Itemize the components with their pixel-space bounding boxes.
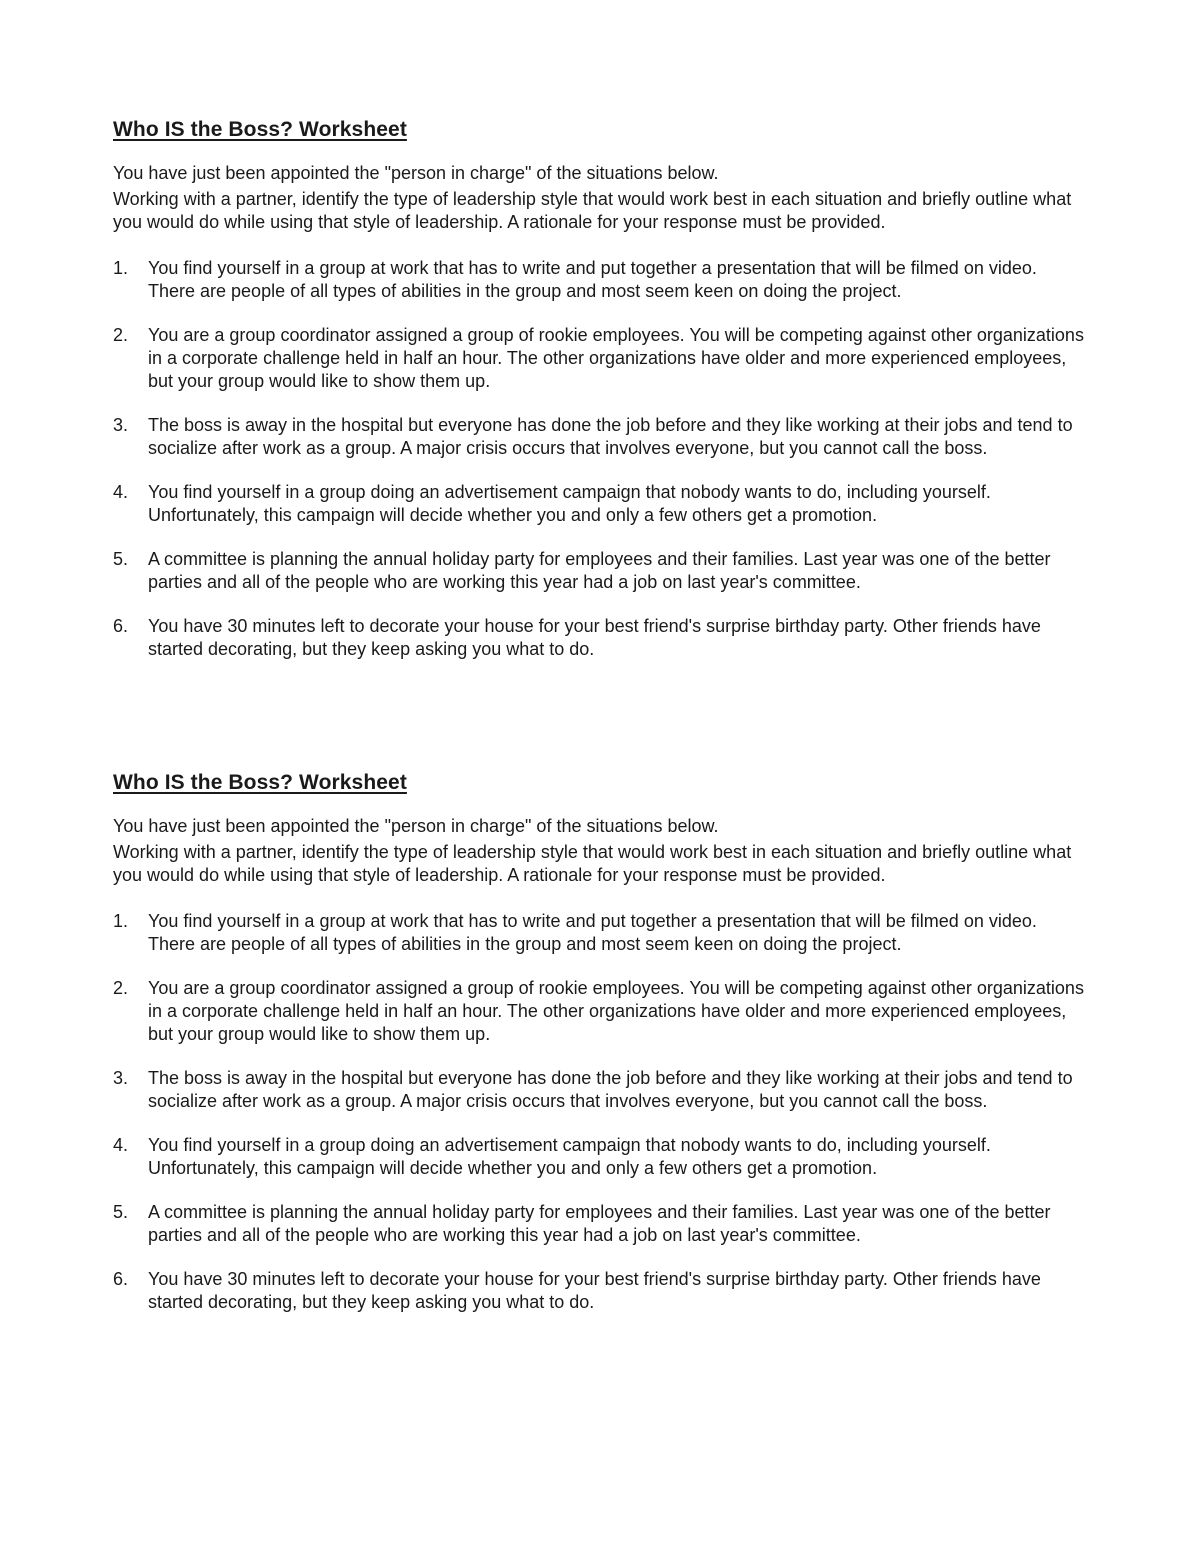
item-number: 1. xyxy=(113,258,129,278)
list-item xyxy=(113,257,1088,303)
item-number: 3. xyxy=(113,415,129,435)
item-number: 4. xyxy=(113,1135,129,1155)
list-item xyxy=(113,615,1088,661)
list-item xyxy=(113,977,1088,1046)
intro-line: You have just been appointed the "person in charge" of the situations below. xyxy=(113,816,719,836)
item-number: 2. xyxy=(113,978,129,998)
list-item xyxy=(113,324,1088,393)
item-text: The boss is away in the hospital but everyone has done the job before and they like working at their jobs and tend to socialize after work as a group. A major crisis occurs that involves everyone, but you cannot call the boss. xyxy=(148,415,1073,458)
item-text: You are a group coordinator assigned a group of rookie employees. You will be competing against other organizations in a corporate challenge held in half an hour. The other organizations have older and more experienced employees, but your group would like to show them up. xyxy=(148,978,1084,1044)
item-number: 4. xyxy=(113,482,129,502)
item-text: You have 30 minutes left to decorate your house for your best friend's surprise birthday party. Other friends have started decorating, but they keep asking you what to do. xyxy=(148,1269,1041,1312)
list-item xyxy=(113,1134,1088,1180)
list-item xyxy=(113,1201,1088,1247)
list-item xyxy=(113,1268,1088,1314)
situations-list xyxy=(113,910,1088,1314)
worksheet-1 xyxy=(113,117,1088,661)
list-item xyxy=(113,910,1088,956)
item-number: 6. xyxy=(113,616,129,636)
worksheet-2 xyxy=(113,770,1088,1314)
instructions-paragraph: Working with a partner, identify the type of leadership style that would work best in each situation and briefly outline what you would do while using that style of leadership. A rationale for your response must be provided. xyxy=(113,842,1072,885)
situations-list xyxy=(113,257,1088,661)
intro-line: You have just been appointed the "person in charge" of the situations below. xyxy=(113,163,719,183)
list-item xyxy=(113,1067,1088,1113)
instructions-paragraph: Working with a partner, identify the type of leadership style that would work best in each situation and briefly outline what you would do while using that style of leadership. A rationale for your response must be provided. xyxy=(113,189,1072,232)
item-text: You are a group coordinator assigned a group of rookie employees. You will be competing against other organizations in a corporate challenge held in half an hour. The other organizations have older and more experienced employees, but your group would like to show them up. xyxy=(148,325,1084,391)
worksheet-title: Who IS the Boss? Worksheet xyxy=(113,118,407,141)
worksheet-title: Who IS the Boss? Worksheet xyxy=(113,771,407,794)
item-text: You find yourself in a group doing an advertisement campaign that nobody wants to do, including yourself. Unfortunately, this campaign will decide whether you and only a few others get a promotion. xyxy=(148,482,991,525)
item-number: 2. xyxy=(113,325,129,345)
list-item xyxy=(113,548,1088,594)
list-item xyxy=(113,481,1088,527)
item-text: You find yourself in a group at work that has to write and put together a presentation that will be filmed on video. There are people of all types of abilities in the group and most seem keen on doing the project. xyxy=(148,911,1037,954)
item-number: 1. xyxy=(113,911,129,931)
list-item xyxy=(113,414,1088,460)
item-text: A committee is planning the annual holiday party for employees and their families. Last year was one of the better parties and all of the people who are working this year had a job on last year's committee. xyxy=(148,1202,1051,1245)
item-number: 3. xyxy=(113,1068,129,1088)
item-number: 6. xyxy=(113,1269,129,1289)
item-number: 5. xyxy=(113,1202,129,1222)
item-text: You find yourself in a group at work that has to write and put together a presentation that will be filmed on video. There are people of all types of abilities in the group and most seem keen on doing the project. xyxy=(148,258,1037,301)
item-text: A committee is planning the annual holiday party for employees and their families. Last year was one of the better parties and all of the people who are working this year had a job on last year's committee. xyxy=(148,549,1051,592)
item-number: 5. xyxy=(113,549,129,569)
item-text: You find yourself in a group doing an advertisement campaign that nobody wants to do, including yourself. Unfortunately, this campaign will decide whether you and only a few others get a promotion. xyxy=(148,1135,991,1178)
item-text: You have 30 minutes left to decorate your house for your best friend's surprise birthday party. Other friends have started decorating, but they keep asking you what to do. xyxy=(148,616,1041,659)
item-text: The boss is away in the hospital but everyone has done the job before and they like working at their jobs and tend to socialize after work as a group. A major crisis occurs that involves everyone, but you cannot call the boss. xyxy=(148,1068,1073,1111)
